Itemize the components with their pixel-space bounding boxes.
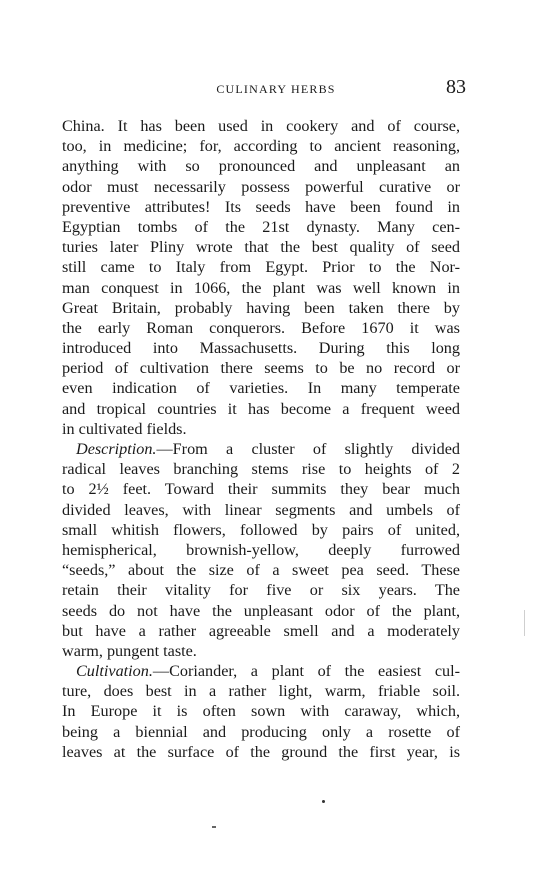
text-line: man conquest in 1066, the plant was well known in [62,278,460,297]
margin-mark [524,610,525,636]
text-line: Great Britain, probably having been taken there by [62,298,460,317]
text-line: In Europe it is often sown with caraway, which, [62,702,460,721]
text-line: small whitish flowers, followed by pairs of united, [62,520,460,539]
cultivation-first-line-text: —Coriander, a plant of the easiest cul- [152,662,460,681]
text-line: hemispherical, brownish-yellow, deeply furrowed [62,540,460,559]
body-text [62,116,460,762]
text-line: the early Roman conquerors. Before 1670 it was [62,318,460,337]
description-heading: Description. [76,440,157,458]
running-head: CULINARY HERBS [216,82,336,96]
text-line: seeds do not have the unpleasant odor of the plant, [62,601,460,620]
text-line: preventive attributes! Its seeds have been found in [62,197,460,216]
text-line: to 2½ feet. Toward their summits they bear much [62,480,460,499]
page-number: 83 [446,76,466,98]
text-line: being a biennial and producing only a rosette of [62,722,460,741]
text-line: even indication of varieties. In many temperate [62,379,460,398]
text-line: but have a rather agreeable smell and a moderately [62,621,460,640]
text-line: anything with so pronounced and unpleasant an [62,157,460,176]
text-line: China. It has been used in cookery and of course, [62,117,460,135]
text-line: warm, pungent taste. [62,641,197,660]
text-line: too, in medicine; for, according to ancient reasoning, [62,137,460,156]
text-line: retain their vitality for five or six years. The [62,581,460,600]
text-line: “seeds,” about the size of a sweet pea seed. These [62,561,460,580]
ink-speck [322,800,325,803]
ink-speck [212,826,216,828]
text-line: odor must necessarily possess powerful curative or [62,177,460,196]
cultivation-first-line [62,661,460,681]
text-line: introduced into Massachusetts. During this long [62,339,460,358]
text-line: period of cultivation there seems to be no record or [62,359,460,378]
text-line: radical leaves branching stems rise to heights of 2 [62,460,460,479]
text-line: turies later Pliny wrote that the best quality of seed [62,238,460,257]
text-line: Egyptian tombs of the 21st dynasty. Many cen- [62,217,460,236]
description-first-line-text: —From a cluster of slightly divided [156,440,460,458]
text-line: and tropical countries it has become a frequent weed [62,399,460,418]
cultivation-heading: Cultivation. [76,662,153,681]
text-line: leaves at the surface of the ground the first year, is [62,742,460,761]
text-line: in cultivated fields. [62,419,187,438]
text-line: ture, does best in a rather light, warm, friable soil. [62,682,460,701]
description-first-line [62,439,460,459]
text-line: divided leaves, with linear segments and umbels of [62,500,460,519]
text-line: still came to Italy from Egypt. Prior to the Nor- [62,258,460,277]
